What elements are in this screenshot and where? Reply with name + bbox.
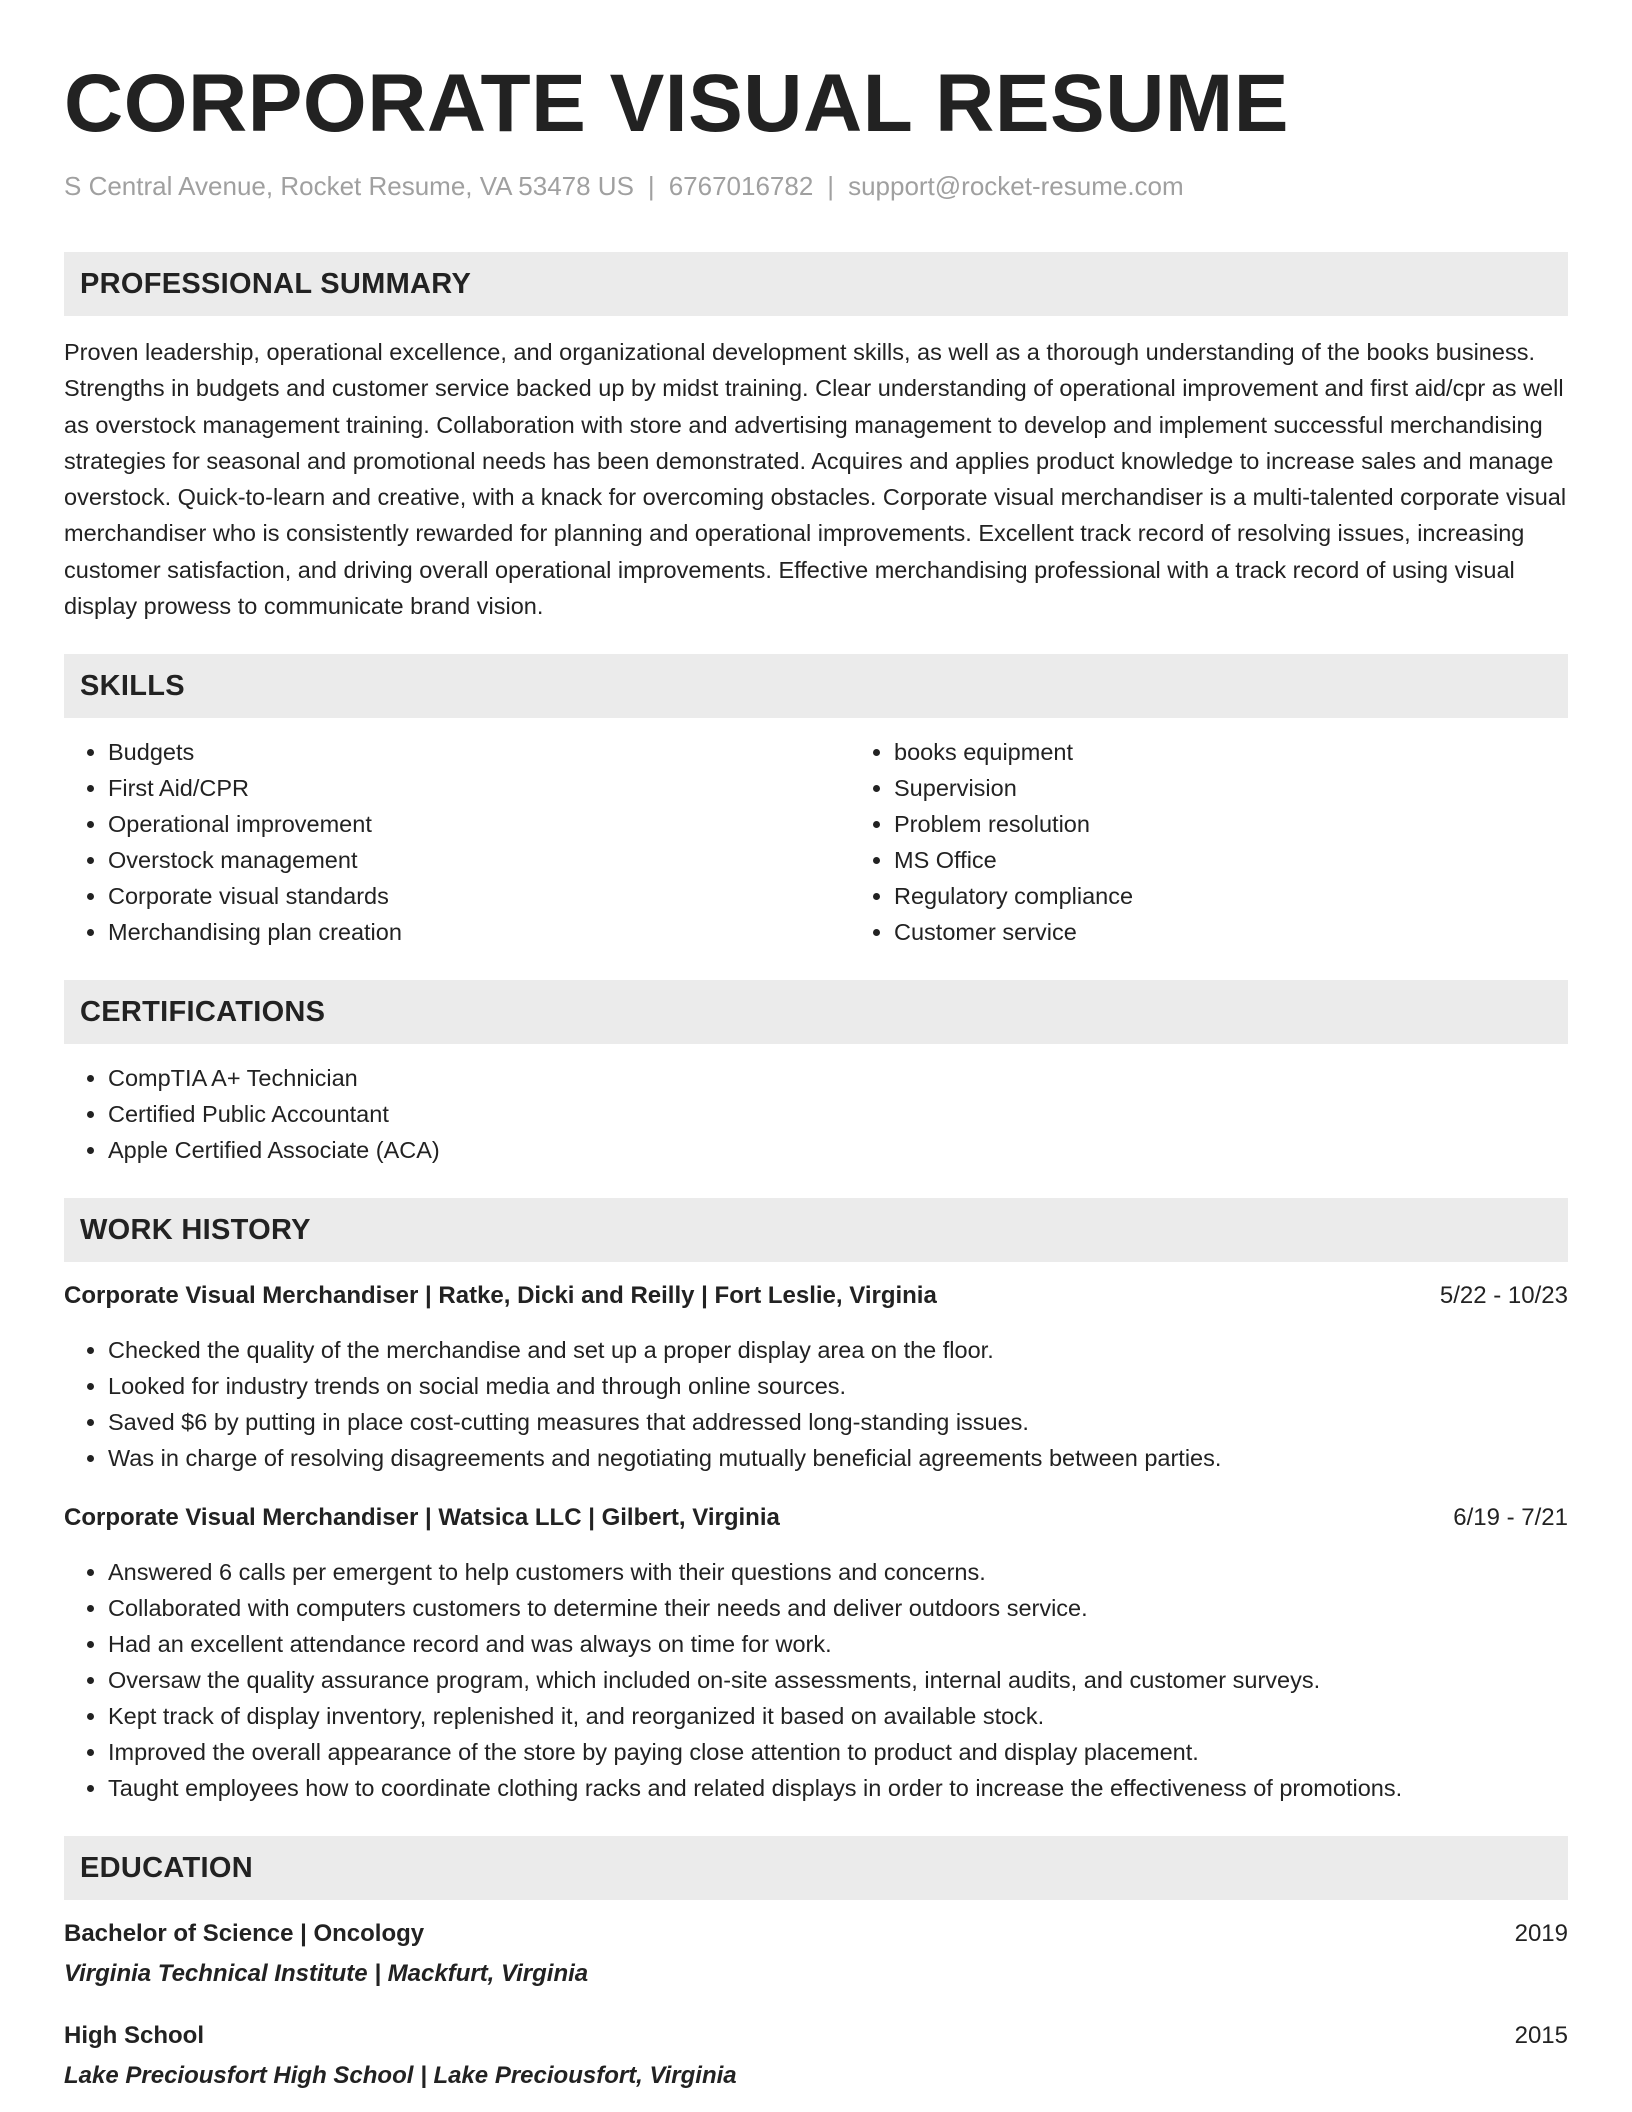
skill-item: • Supervision <box>894 770 1632 806</box>
job-bullet: • Collaborated with computers customers to determine their needs and deliver outdoors service. <box>108 1590 1568 1626</box>
education-year: 2015 <box>1514 2022 1568 2050</box>
job-bullet: • Was in charge of resolving disagreements and negotiating mutually beneficial agreements between parties. <box>108 1440 1568 1476</box>
contact-address: S Central Avenue, Rocket Resume, VA 53478 US <box>64 171 634 201</box>
education-school: Lake Preciousfort High School | Lake Preciousfort, Virginia <box>64 2062 737 2090</box>
skill-item: • Operational improvement <box>108 806 850 842</box>
job-title: Corporate Visual Merchandiser | Ratke, Dicki and Reilly | Fort Leslie, Virginia <box>64 1282 937 1310</box>
education-heading-row <box>64 2020 1568 2052</box>
skill-item: • First Aid/CPR <box>108 770 850 806</box>
job-bullet: • Improved the overall appearance of the store by paying close attention to product and display placement. <box>108 1734 1568 1770</box>
certification-item: • Certified Public Accountant <box>108 1096 1568 1132</box>
skill-item: • Budgets <box>108 734 850 770</box>
job-bullet: • Saved $6 by putting in place cost-cutting measures that addressed long-standing issues. <box>108 1404 1568 1440</box>
education-degree: Bachelor of Science | Oncology <box>64 1920 425 1948</box>
job-entry <box>64 1280 1568 1476</box>
skill-item: • Merchandising plan creation <box>108 914 850 950</box>
summary-text: Proven leadership, operational excellence, and organizational development skills, as well as a thorough understanding of the books business. Strengths in budgets and customer service backed up by midst training. Clear understanding of operational improvement and first aid/cpr as well as overstock management training. Collaboration with store and advertising management to develop and implement successful merchandising strategies for seasonal and promotional needs has been demonstrated. Acquires and applies product knowledge to increase sales and manage overstock. Quick-to-learn and creative, with a knack for overcoming obstacles. Corporate visual merchandiser is a multi-talented corporate visual merchandiser who is consistently rewarded for planning and operational improvements. Excellent track record of resolving issues, increasing customer satisfaction, and driving overall operational improvements. Effective merchandising professional with a track record of using visual display prowess to communicate brand vision. <box>64 339 1567 620</box>
education-year: 2019 <box>1514 1920 1568 1948</box>
certification-item: • Apple Certified Associate (ACA) <box>108 1132 1568 1168</box>
job-dates: 6/19 - 7/21 <box>1453 1504 1568 1532</box>
education-entry <box>64 2020 1568 2092</box>
certifications-list <box>64 1060 1568 1168</box>
job-bullet: • Taught employees how to coordinate clothing racks and related displays in order to increase the effectiveness of promotions. <box>108 1770 1568 1806</box>
section-header-work-history: WORK HISTORY <box>64 1198 1568 1262</box>
skills-column-left <box>64 734 850 950</box>
job-bullets <box>64 1554 1568 1806</box>
section-header-summary: PROFESSIONAL SUMMARY <box>64 252 1568 316</box>
resume-name: CORPORATE VISUAL RESUME <box>64 58 1289 149</box>
skill-item: • Regulatory compliance <box>894 878 1632 914</box>
job-bullet: • Kept track of display inventory, replenished it, and reorganized it based on available stock. <box>108 1698 1568 1734</box>
section-header-skills: SKILLS <box>64 654 1568 718</box>
contact-email: support@rocket-resume.com <box>848 171 1184 201</box>
contact-phone: 6767016782 <box>668 171 814 201</box>
skills-column-right <box>850 734 1632 950</box>
job-dates: 5/22 - 10/23 <box>1439 1282 1568 1310</box>
skills-list <box>64 718 1568 950</box>
education-entry <box>64 1918 1568 1990</box>
education-degree: High School <box>64 2022 204 2050</box>
education-heading-row <box>64 1918 1568 1950</box>
skill-item: • books equipment <box>894 734 1632 770</box>
job-bullet: • Answered 6 calls per emergent to help customers with their questions and concerns. <box>108 1554 1568 1590</box>
resume-page <box>64 0 1568 2092</box>
skill-item: • MS Office <box>894 842 1632 878</box>
education-school: Virginia Technical Institute | Mackfurt, Virginia <box>64 1960 589 1988</box>
job-heading-row <box>64 1502 1568 1534</box>
job-bullet: • Had an excellent attendance record and was always on time for work. <box>108 1626 1568 1662</box>
contact-separator: | <box>827 171 835 201</box>
job-bullet: • Oversaw the quality assurance program, which included on-site assessments, internal audits, and customer surveys. <box>108 1662 1568 1698</box>
job-entry <box>64 1502 1568 1806</box>
section-header-certifications: CERTIFICATIONS <box>64 980 1568 1044</box>
contact-separator: | <box>647 171 655 201</box>
job-bullet: • Looked for industry trends on social media and through online sources. <box>108 1368 1568 1404</box>
job-bullets <box>64 1332 1568 1476</box>
skill-item: • Customer service <box>894 914 1632 950</box>
skill-item: • Overstock management <box>108 842 850 878</box>
skill-item: • Problem resolution <box>894 806 1632 842</box>
section-header-education: EDUCATION <box>64 1836 1568 1900</box>
job-title: Corporate Visual Merchandiser | Watsica LLC | Gilbert, Virginia <box>64 1504 780 1532</box>
skill-item: • Corporate visual standards <box>108 878 850 914</box>
job-bullet: • Checked the quality of the merchandise and set up a proper display area on the floor. <box>108 1332 1568 1368</box>
contact-line <box>64 170 1568 202</box>
job-heading-row <box>64 1280 1568 1312</box>
certification-item: • CompTIA A+ Technician <box>108 1060 1568 1096</box>
